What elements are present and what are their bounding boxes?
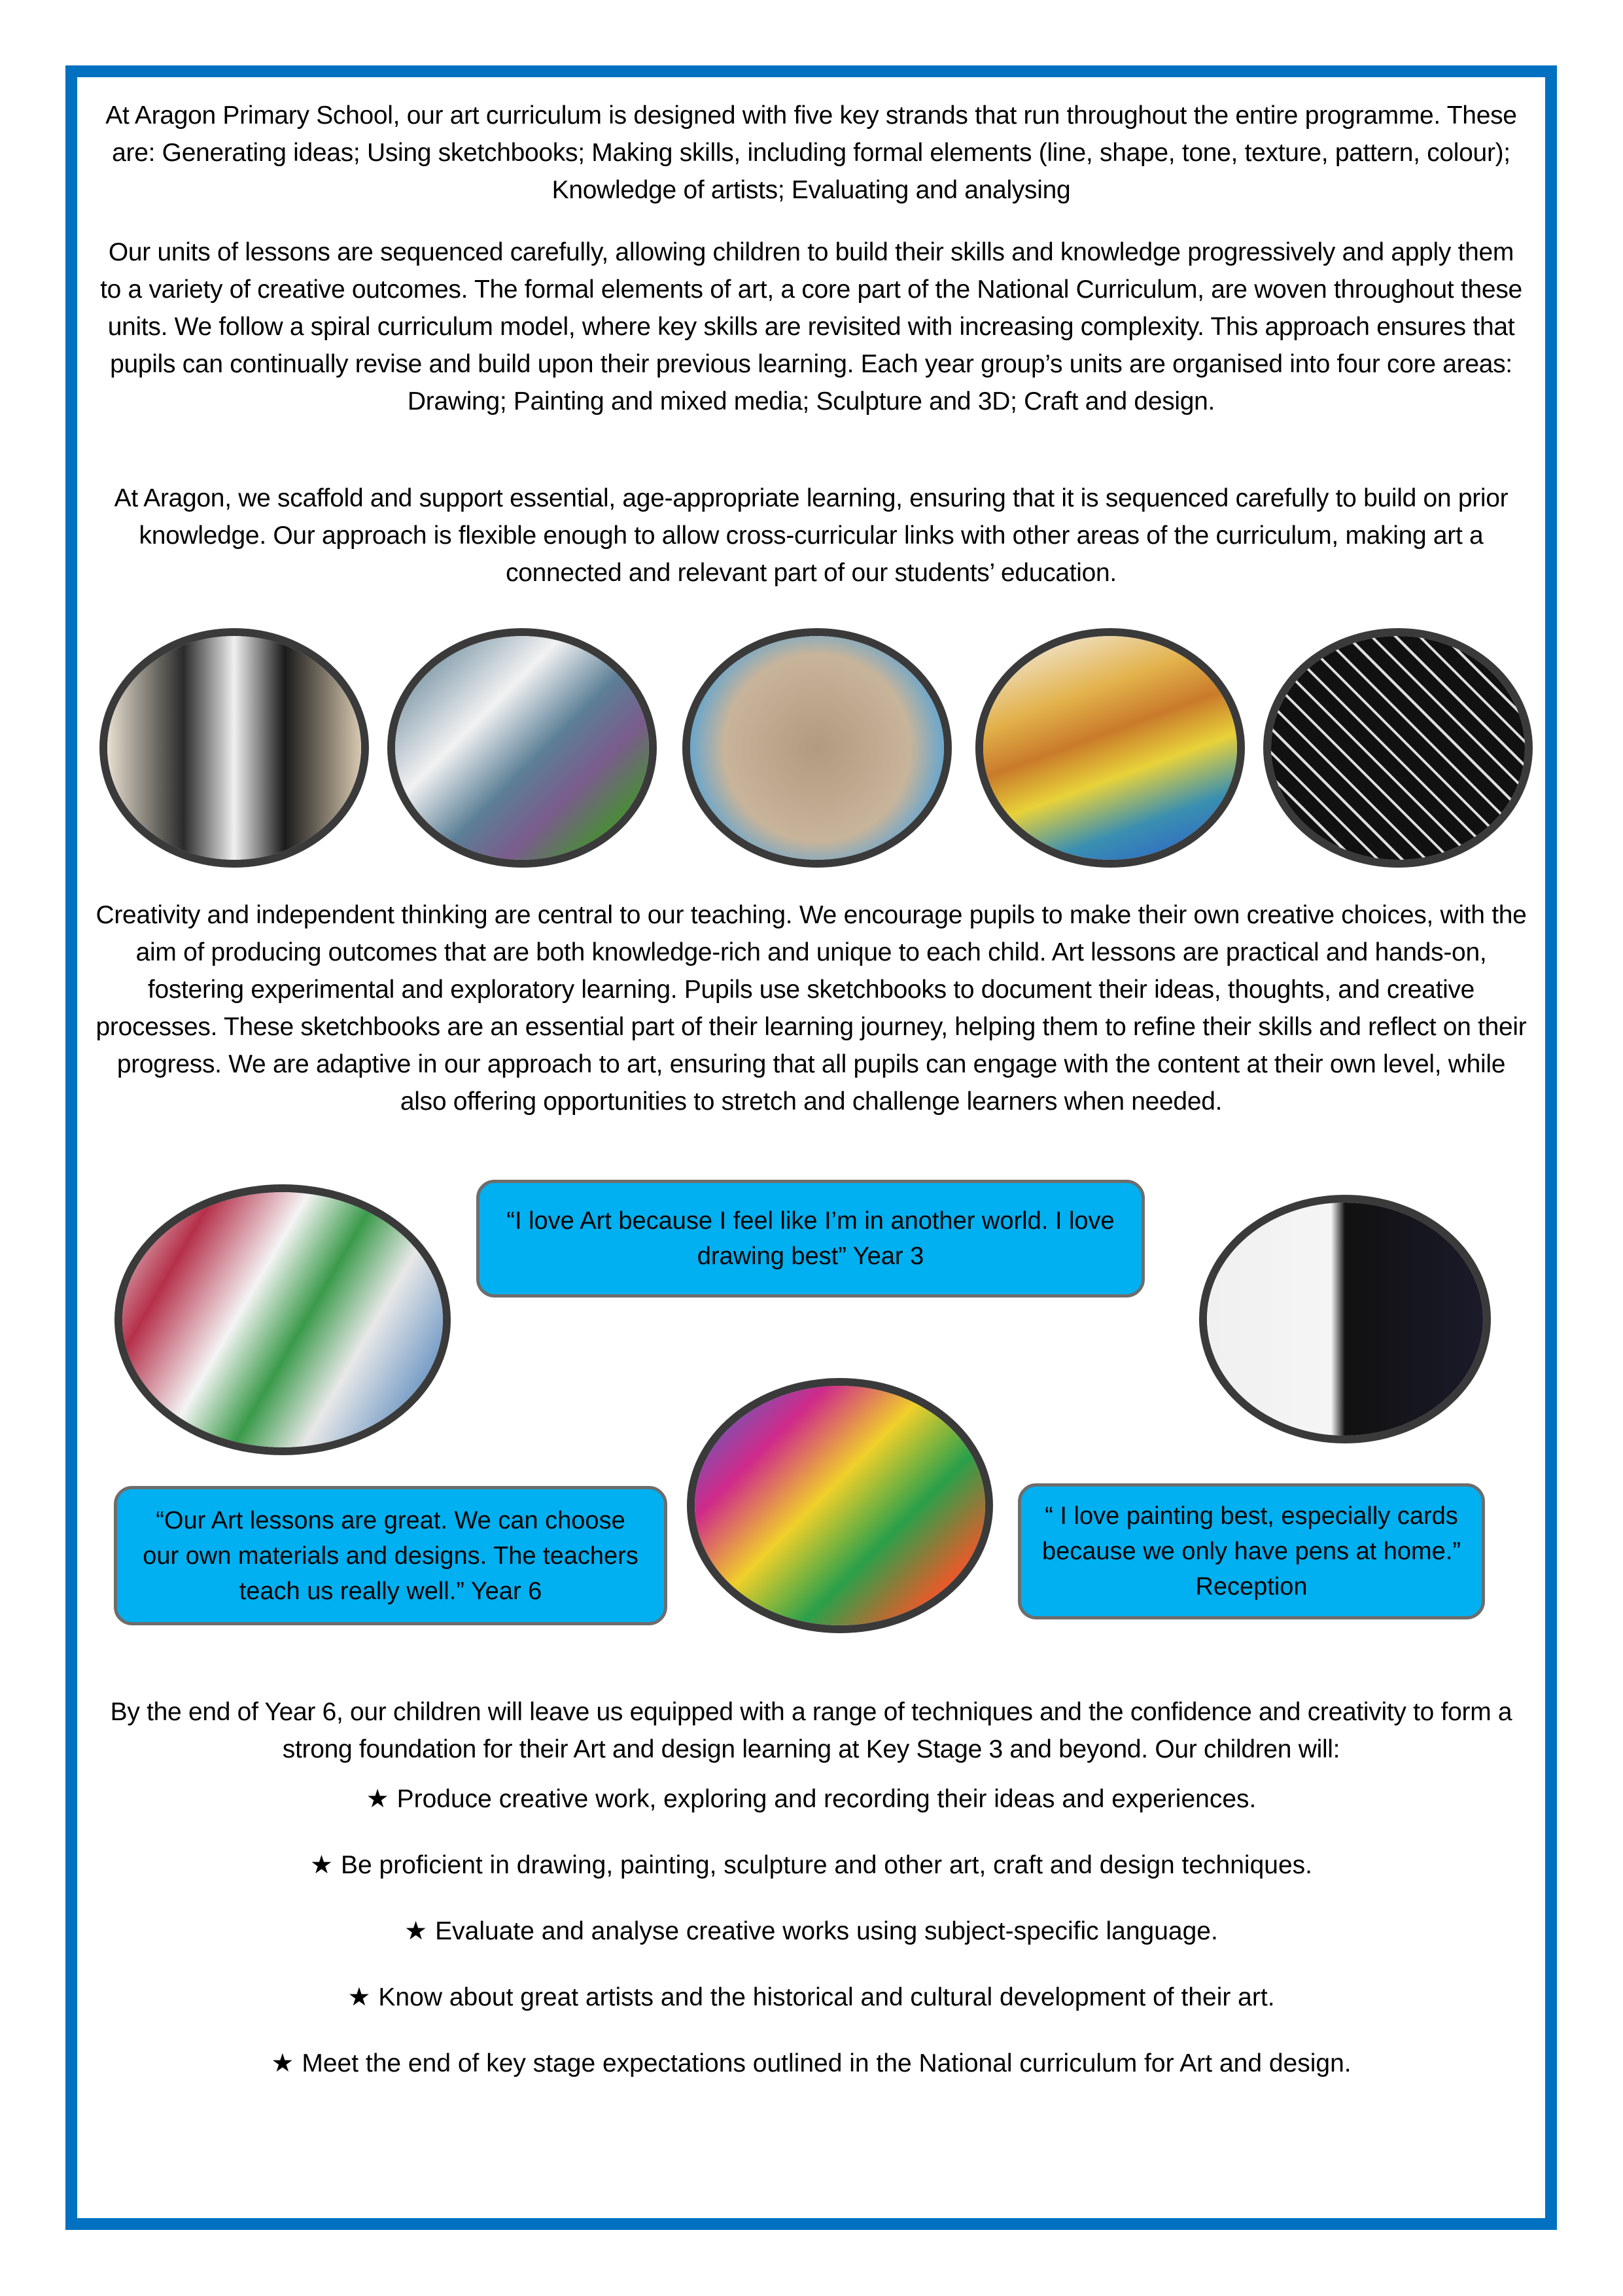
outcome-item (92, 1780, 1531, 1846)
outcome-text: Evaluate and analyse creative works using subject-specific language. (435, 1917, 1218, 1945)
photo-collage-table (975, 628, 1245, 868)
quote-text: “I love Art because I feel like I’m in another world. I love drawing best” Year 3 (506, 1207, 1115, 1270)
outcome-item (92, 2044, 1531, 2110)
outcome-text: Produce creative work, exploring and recording their ideas and experiences. (396, 1785, 1257, 1813)
star-icon: ★ (366, 1785, 389, 1813)
photo-black-white-art (1263, 628, 1533, 868)
intro-paragraph: At Aragon Primary School, our art curriculum is designed with five key strands that run throughout the entire programme. These are: Generating ideas; Using sketchbooks; Making skills, including formal elements (line, shape, tone, texture, pattern, colour); Knowledge of artists; Evaluating and analysing (105, 101, 1517, 204)
creativity-paragraph: Creativity and independent thinking are central to our teaching. We encourage pupils to make their own creative choices, with the aim of producing outcomes that are both knowledge-rich and unique to each child. Art lessons are practical and hands-on, fostering experimental and exploratory learning. Pupils use sketchbooks to document their ideas, thoughts, and creative processes. These sketchbooks are an essential part of their learning journey, helping them to refine their skills and reflect on their progress. We are adaptive in our approach to art, ensuring that all pupils can engage with the content at their own level, while also offering opportunities to stretch and challenge learners when needed. (96, 901, 1527, 1116)
star-icon: ★ (347, 1983, 371, 2011)
quote-year3 (476, 1180, 1145, 1298)
outcome-text: Be proficient in drawing, painting, sculpture and other art, craft and design techniques. (340, 1851, 1313, 1879)
quote-text: “Our Art lessons are great. We can choose our own materials and designs. The teachers teach us really well.” Year 6 (143, 1506, 638, 1605)
star-icon: ★ (309, 1851, 333, 1879)
star-icon: ★ (271, 2049, 294, 2077)
outcome-item (92, 1846, 1531, 1912)
outcome-text: Know about great artists and the historical and cultural development of their art. (378, 1983, 1275, 2011)
outcomes-list (92, 1780, 1531, 2110)
units-paragraph: Our units of lessons are sequenced carefully, allowing children to build their skills and knowledge progressively and apply them to a variety of creative outcomes. The formal elements of art, a core part of the National Curriculum, are woven throughout these units. We follow a spiral curriculum model, where key skills are revisited with increasing complexity. This approach ensures that pupils can continually revise and build upon their previous learning. Each year group’s units are organised into four core areas: Drawing; Painting and mixed media; Sculpture and 3D; Craft and design. (100, 238, 1522, 415)
outcome-item (92, 1978, 1531, 2044)
photo-pupils-gallery (99, 628, 369, 868)
photo-pupil-sketchbook (1199, 1195, 1491, 1443)
year6-paragraph: By the end of Year 6, our children will leave us equipped with a range of techniques and the confidence and creativity to form a strong foundation for their Art and design learning at Key Stage 3 and beyond. Our children will: (110, 1698, 1512, 1763)
photo-stained-glass (687, 1378, 993, 1633)
outcome-item (92, 1912, 1531, 1978)
quote-reception (1018, 1483, 1485, 1619)
photo-leaf-printing (387, 628, 657, 868)
photo-art-wall-display (114, 1184, 451, 1455)
star-icon: ★ (404, 1917, 428, 1945)
scaffold-paragraph: At Aragon, we scaffold and support essential, age-appropriate learning, ensuring that it is sequenced carefully to build on prior knowledge. Our approach is flexible enough to allow cross-curricular links with other areas of the curriculum, making art a connected and relevant part of our students’ education. (114, 484, 1509, 587)
photo-clay-tile (682, 628, 952, 868)
quote-text: “ I love painting best, especially cards because we only have pens at home.” Reception (1041, 1502, 1461, 1600)
outcome-text: Meet the end of key stage expectations outlined in the National curriculum for Art and design. (302, 2049, 1352, 2077)
quote-year6 (114, 1486, 667, 1625)
